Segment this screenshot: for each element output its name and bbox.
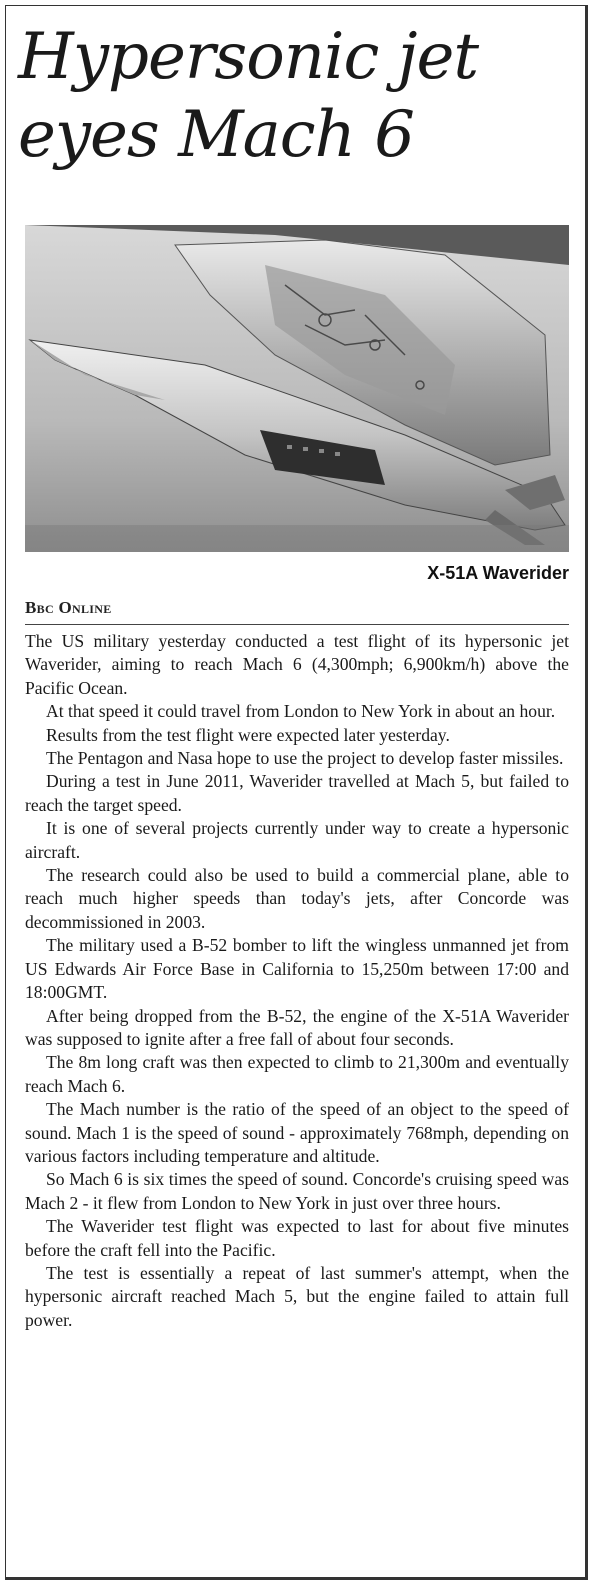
byline: Bbc Online: [25, 598, 112, 617]
paragraph: So Mach 6 is six times the speed of sound. Concorde's cruising speed was Mach 2 - it flew from London to New York in just over three hours.: [25, 1169, 569, 1213]
paragraph: It is one of several projects currently under way to create a hypersonic aircraft.: [25, 818, 569, 862]
paragraph: The test is essentially a repeat of last summer's attempt, when the hypersonic aircraft reached Mach 5, but the engine failed to attain full power.: [25, 1262, 569, 1330]
paragraph: After being dropped from the B-52, the engine of the X-51A Waverider was supposed to ignite after a free fall of about four seconds.: [25, 1005, 569, 1049]
paragraph: The military used a B-52 bomber to lift the wingless unmanned jet from US Edwards Air Force Base in California to 15,250m between 17:00 and 18:00GMT.: [25, 935, 569, 1003]
paragraph: Results from the test flight were expected later yesterday.: [46, 724, 450, 745]
headline-line-1: Hypersonic jet: [18, 20, 479, 94]
headline: [18, 18, 578, 174]
paragraph: At that speed it could travel from London to New York in about an hour.: [46, 701, 556, 722]
paragraph: The 8m long craft was then expected to climb to 21,300m and eventually reach Mach 6.: [25, 1052, 569, 1096]
paragraph: The research could also be used to build a commercial plane, able to reach much higher speeds than today's jets, after Concorde was decommissioned in 2003.: [25, 865, 569, 932]
paragraph: The Mach number is the ratio of the speed of an object to the speed of sound. Mach 1 is the speed of sound - approximately 768mph, depending on various factors including temperature and altitude.: [25, 1099, 569, 1166]
article-body: [25, 630, 569, 1332]
paragraph: The Pentagon and Nasa hope to use the project to develop faster missiles.: [46, 748, 564, 769]
paragraph: The US military yesterday conducted a test flight of its hypersonic jet Waverider, aiming to reach Mach 6 (4,300mph; 6,900km/h) above the Pacific Ocean.: [25, 631, 569, 698]
paragraph: The Waverider test flight was expected to last for about five minutes before the craft fell into the Pacific.: [25, 1216, 569, 1260]
photo-caption: X-51A Waverider: [427, 563, 569, 583]
headline-line-2: eyes Mach 6: [18, 98, 414, 172]
paragraph: During a test in June 2011, Waverider travelled at Mach 5, but failed to reach the target speed.: [25, 771, 569, 815]
waverider-photo-illustration: [25, 225, 569, 552]
aircraft-photo: [25, 225, 569, 552]
byline-divider: [25, 624, 569, 625]
